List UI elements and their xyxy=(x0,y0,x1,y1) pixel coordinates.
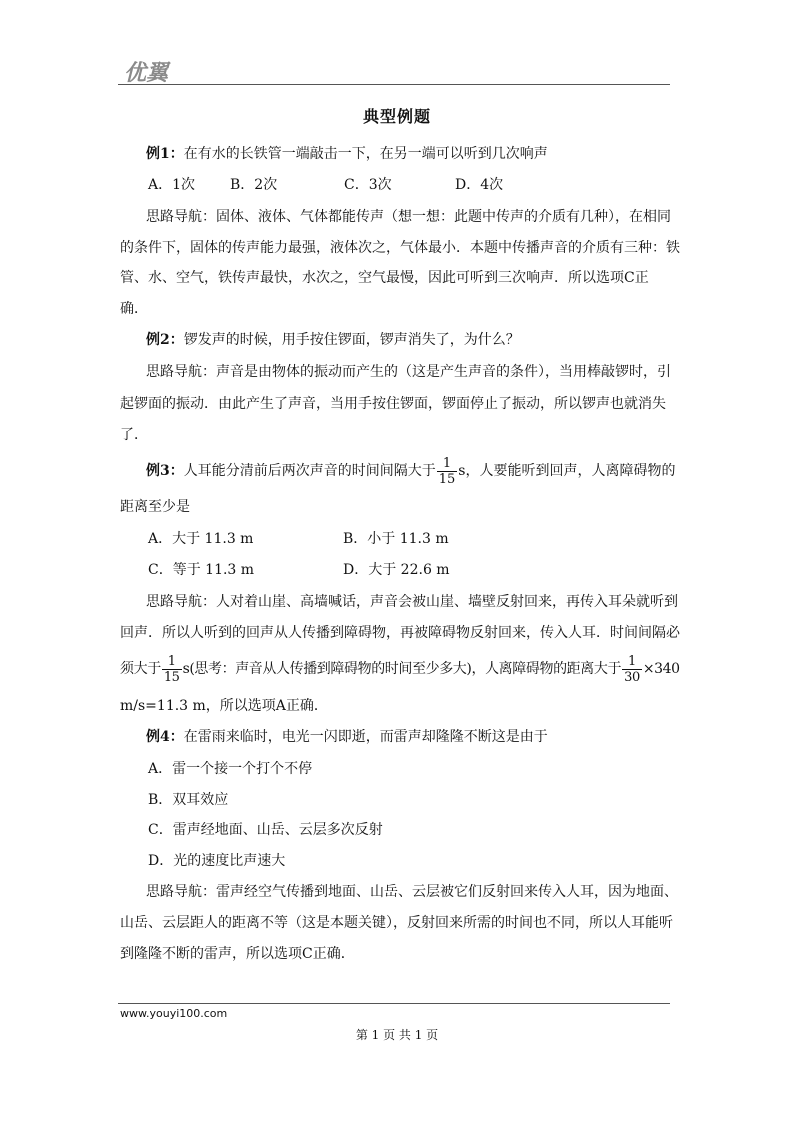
fraction-denominator: 15 xyxy=(438,471,456,487)
example-1-analysis-line: 确． xyxy=(120,301,148,317)
example-1-label: 例1： xyxy=(146,146,184,162)
example-1-analysis-line: 的条件下，固体的传声能力最强，液体次之，气体最小．本题中传播声音的介质有三种：铁 xyxy=(120,240,680,256)
example-1-option-d: D．4次 xyxy=(455,177,504,193)
example-1-option-b: B．2次 xyxy=(230,177,278,193)
example-4-analysis-line: 山岳、云层距人的距离不等（这是本题关键），反射回来所需的时间也不同，所以人耳能听 xyxy=(120,915,673,931)
example-3-text-b: s，人要能听到回声，人离障碍物的 xyxy=(458,463,676,479)
fraction-numerator: 1 xyxy=(437,456,458,472)
example-3-analysis-line: 回声．所以人听到的回声从人传播到障碍物，再被障碍物反射回来，传入人耳．时间间隔必 xyxy=(120,625,680,641)
example-2-question xyxy=(146,330,520,350)
fraction-numerator: 1 xyxy=(622,654,642,670)
example-4-option-a: A．雷一个接一个打个不停 xyxy=(148,761,313,777)
example-3-option-a: A．大于 11.3 m xyxy=(148,531,254,547)
example-4-text: 在雷雨来临时，电光一闪即逝，而雷声却隆隆不断这是由于 xyxy=(183,729,548,745)
fraction-denominator: 30 xyxy=(624,669,640,685)
fraction xyxy=(622,654,642,685)
analysis-text: 须大于 xyxy=(120,661,161,677)
example-1-option-a: A．1次 xyxy=(148,177,196,193)
analysis-text: s(思考：声音从人传播到障碍物的时间至少多大)，人离障碍物的距离大于 xyxy=(182,661,622,677)
fraction xyxy=(437,456,458,487)
example-1-analysis-line: 思路导航：固体、液体、气体都能传声（想一想：此题中传声的介质有几种），在相同 xyxy=(146,209,671,225)
example-2-label: 例2： xyxy=(146,332,184,348)
header-rule xyxy=(118,84,670,85)
example-2-analysis-line: 了． xyxy=(120,427,148,443)
example-1-option-c: C．3次 xyxy=(344,177,392,193)
example-1-analysis-line: 管、水、空气，铁传声最快，水次之，空气最慢，因此可听到三次响声．所以选项C正 xyxy=(120,270,649,286)
example-3-option-c: C．等于 11.3 m xyxy=(148,562,255,578)
fraction-numerator: 1 xyxy=(162,654,182,670)
page-number: 第 1 页 共 1 页 xyxy=(355,1028,439,1042)
example-3-analysis-line: 思路导航：人对着山崖、高墙喊话，声音会被山崖、墙壁反射回来，再传入耳朵就听到 xyxy=(146,594,678,610)
footer-rule xyxy=(118,1003,670,1004)
example-4-analysis-line: 思路导航：雷声经空气传播到地面、山岳、云层被它们反射回来传入人耳，因为地面、 xyxy=(146,884,678,900)
page-title: 典型例题 xyxy=(362,107,431,126)
example-3-text-a: 人耳能分清前后两次声音的时间间隔大于 xyxy=(183,463,436,479)
footer-url: www.youyi100.com xyxy=(120,1007,228,1020)
example-3-analysis-line xyxy=(120,651,680,687)
example-3-text-c: 距离至少是 xyxy=(120,499,190,515)
youyi-logo xyxy=(122,58,202,86)
logo-text: 优翼 xyxy=(124,61,169,86)
example-2-analysis-line: 起锣面的振动．由此产生了声音，当用手按住锣面，锣面停止了振动，所以锣声也就消失 xyxy=(120,396,666,412)
example-4-option-c: C．雷声经地面、山岳、云层多次反射 xyxy=(148,822,383,838)
example-2-text: 锣发声的时候，用手按住锣面，锣声消失了，为什么？ xyxy=(183,332,520,348)
example-3-analysis-line: m/s=11.3 m，所以选项A正确． xyxy=(120,698,328,714)
example-3-label: 例3： xyxy=(146,463,184,479)
fraction xyxy=(162,654,182,685)
fraction-denominator: 15 xyxy=(163,669,180,685)
example-3-option-d: D．大于 22.6 m xyxy=(343,562,450,578)
example-3-question xyxy=(146,453,675,489)
example-1-question xyxy=(146,144,548,164)
example-4-question xyxy=(146,727,548,747)
example-4-label: 例4： xyxy=(146,729,184,745)
example-2-analysis-line: 思路导航：声音是由物体的振动而产生的（这是产生声音的条件），当用棒敲锣时，引 xyxy=(146,364,671,380)
example-4-option-b: B．双耳效应 xyxy=(148,792,229,808)
example-4-analysis-line: 到隆隆不断的雷声，所以选项C正确． xyxy=(120,946,355,962)
example-1-text: 在有水的长铁管一端敲击一下，在另一端可以听到几次响声 xyxy=(183,146,548,162)
example-3-option-b: B．小于 11.3 m xyxy=(343,531,449,547)
example-4-option-d: D．光的速度比声速大 xyxy=(148,853,286,869)
analysis-text: ×340 xyxy=(642,661,680,677)
